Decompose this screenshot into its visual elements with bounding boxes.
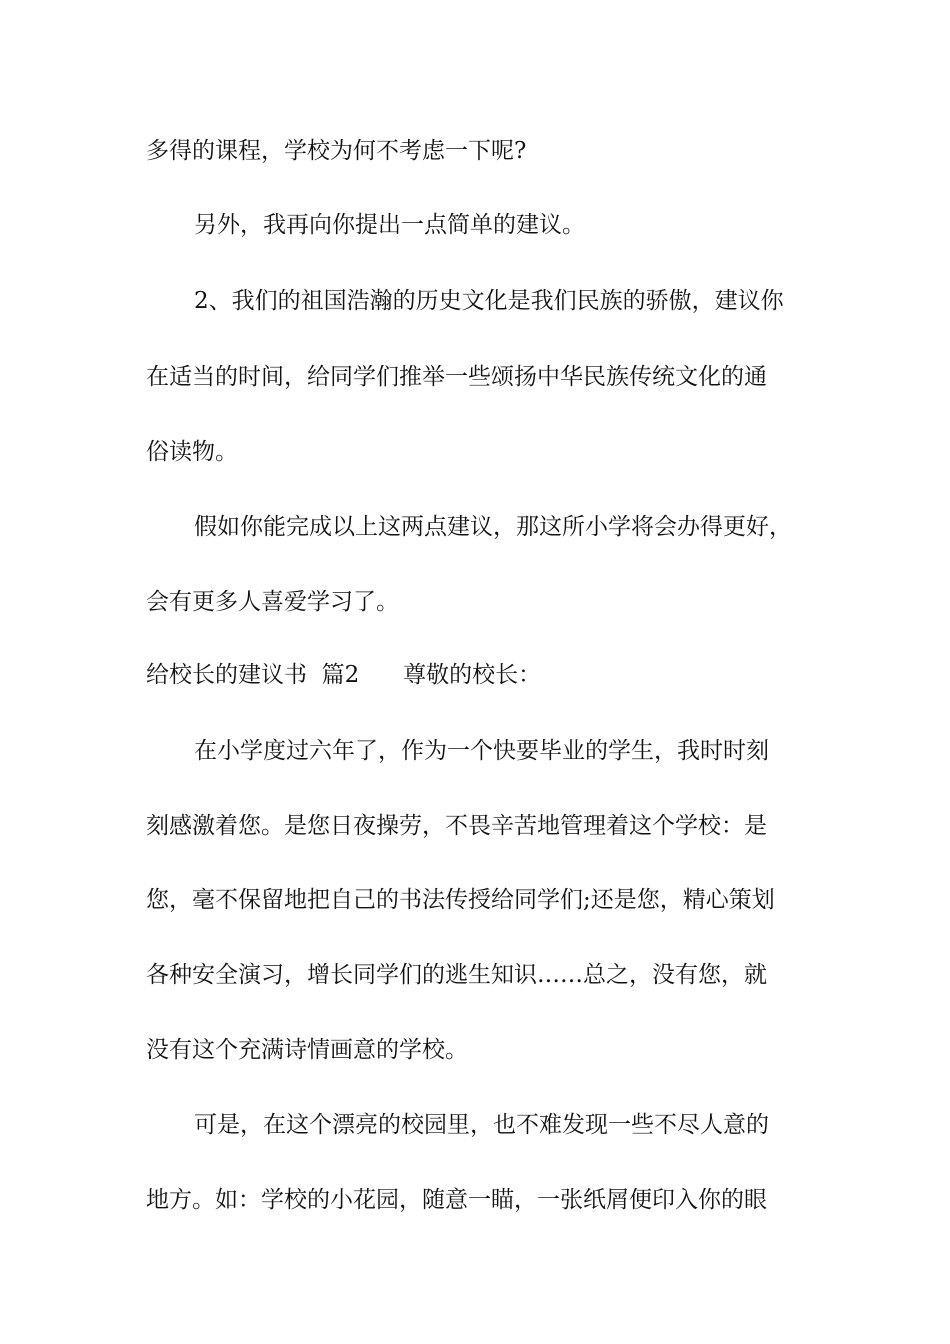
text-line: 您，毫不保留地把自己的书法传授给同学们;还是您，精心策划 [146, 887, 775, 913]
text-line: 在适当的时间，给同学们推举一些颂扬中华民族传统文化的通 [146, 364, 767, 390]
text-line: 地方。如：学校的小花园，随意一瞄，一张纸屑便印入你的眼 [146, 1187, 767, 1213]
text-line: 俗读物。 [146, 439, 238, 465]
text-line: 各种安全演习，增长同学们的逃生知识……总之，没有您，就 [146, 962, 767, 988]
text-line: 刻感激着您。是您日夜操劳，不畏辛苦地管理着这个学校：是 [146, 813, 767, 839]
text-line: 另外，我再向你提出一点简单的建议。 [194, 212, 585, 238]
text-line: 在小学度过六年了，作为一个快要毕业的学生，我时时刻 [194, 738, 769, 764]
text-line: 假如你能完成以上这两点建议，那这所小学将会办得更好， [194, 514, 792, 540]
text-line: 会有更多人喜爱学习了。 [146, 589, 399, 615]
section-heading: 给校长的建议书 篇2 尊敬的校长： [146, 662, 542, 688]
text-line: 2、我们的祖国浩瀚的历史文化是我们民族的骄傲，建议你 [194, 288, 784, 314]
text-line: 多得的课程，学校为何不考虑一下呢? [146, 138, 527, 164]
text-line: 可是，在这个漂亮的校园里，也不难发现一些不尽人意的 [194, 1112, 769, 1138]
text-line: 没有这个充满诗情画意的学校。 [146, 1037, 468, 1063]
